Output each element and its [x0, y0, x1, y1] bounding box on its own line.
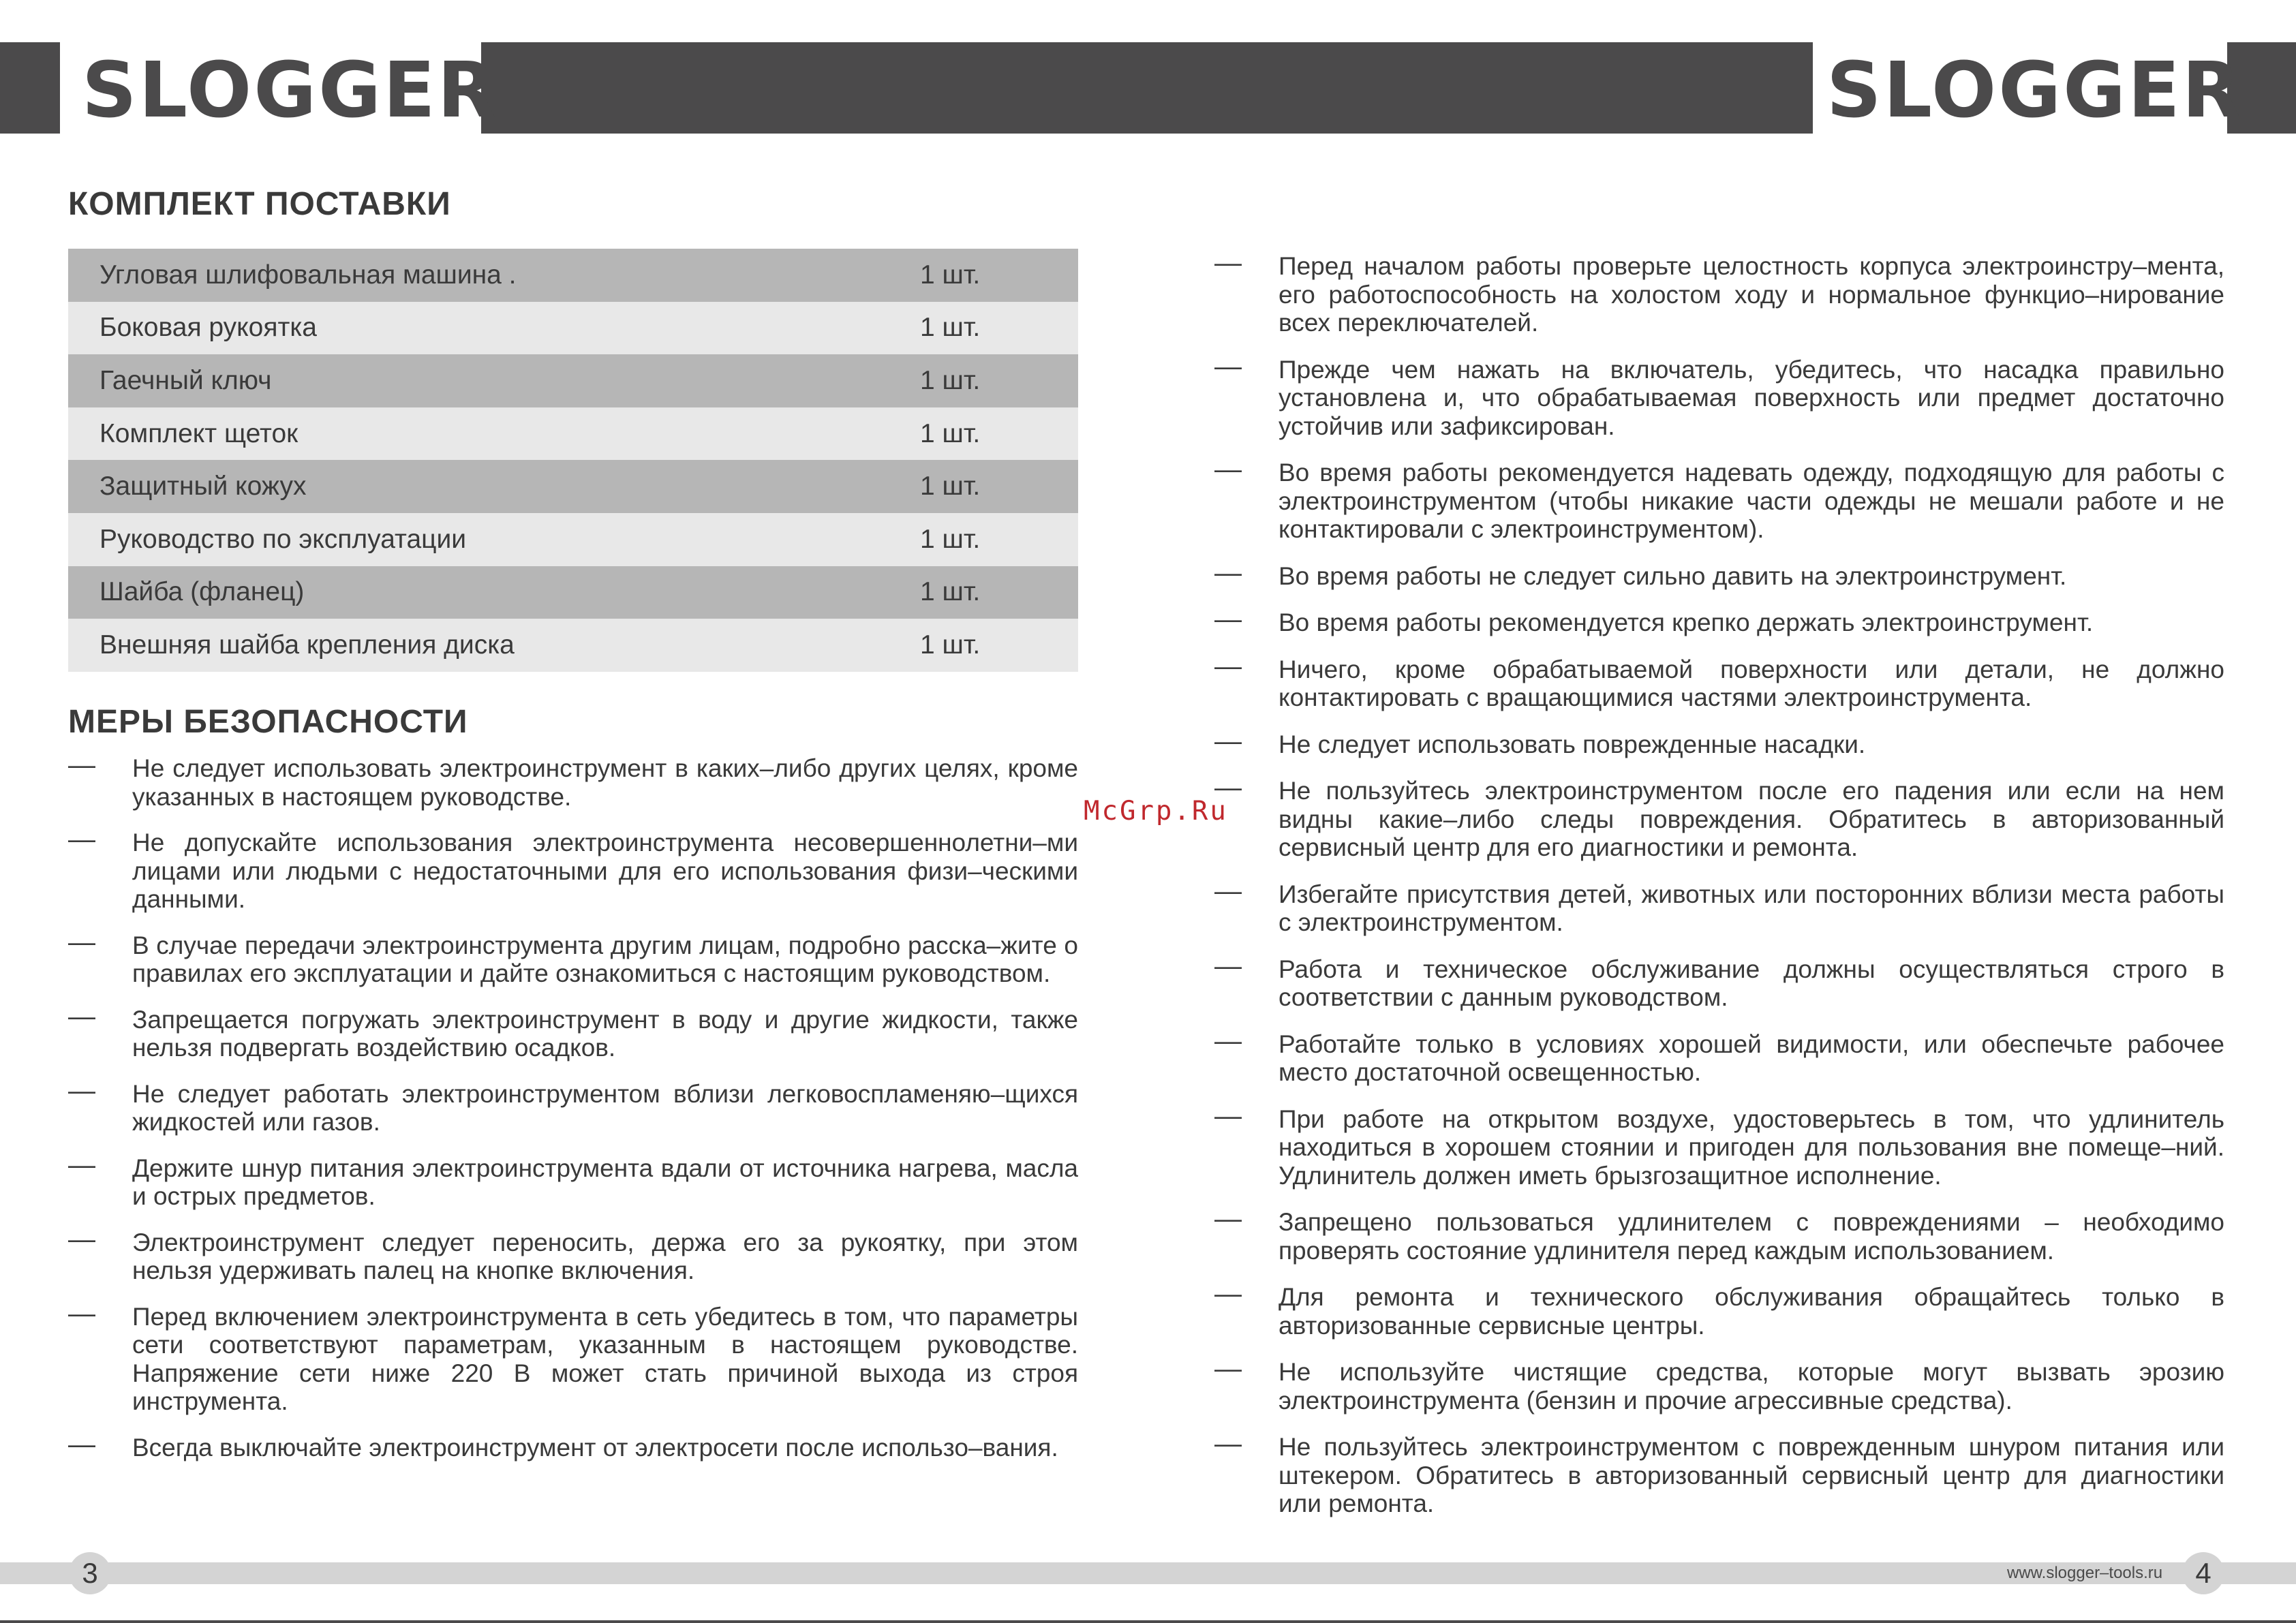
kit-item-name: Боковая рукоятка — [68, 302, 920, 355]
list-item — [68, 1224, 1078, 1285]
list-item — [1214, 1100, 2224, 1190]
safety-rule-text: Для ремонта и технического обслуживания обращайтесь только в авторизованные сервисные центры. — [1279, 1283, 2224, 1340]
safety-rule-text: Ничего, кроме обрабатываемой поверхности или детали, не должно контактировать с вращающимися частями электроинструмента. — [1279, 655, 2224, 711]
dash-marker: — — [1214, 726, 1242, 756]
safety-rule-text: Не следует использовать электроинструмент в каких–либо других целях, кроме указанных в настоящем руководстве. — [132, 754, 1078, 811]
logo-right: SLOGGER — [1826, 46, 2243, 135]
kit-title: КОМПЛЕКТ ПОСТАВКИ — [68, 186, 451, 222]
safety-rule-text: Не пользуйтесь электроинструментом с поврежденным шнуром питания или штекером. Обратитесь в авторизованный сервисный центр для диагностики или ремонта. — [1279, 1433, 2224, 1517]
safety-rule-text: Не допускайте использования электроинструмента несовершеннолетни–ми лицами или людьми с недостаточными для его использования физи–ческими данными. — [132, 829, 1078, 913]
list-item — [1214, 950, 2224, 1012]
dash-marker: — — [68, 824, 95, 854]
logo-left: SLOGGER — [82, 46, 498, 135]
dash-marker: — — [1214, 1100, 1242, 1131]
footer-bar — [0, 1562, 2296, 1584]
safety-rule-text: Не следует использовать поврежденные насадки. — [1279, 730, 1866, 758]
kit-item-qty: 1 шт. — [920, 513, 1078, 566]
safety-rule-text: Запрещается погружать электроинструмент в воду и другие жидкости, также нельзя подвергать воздействию осадков. — [132, 1005, 1078, 1062]
table-row — [68, 619, 1078, 672]
safety-rule-text: Прежде чем нажать на включатель, убедитесь, что насадка правильно установлена и, что обрабатываемая поверхность или предмет достаточно устойчив или зафиксирован. — [1279, 355, 2224, 440]
dash-marker: — — [1214, 1429, 1242, 1459]
kit-item-name: Угловая шлифовальная машина . — [68, 249, 920, 302]
safety-rule-text: Избегайте присутствия детей, животных или посторонних вблизи места работы с электроинструментом. — [1279, 880, 2224, 936]
safety-rule-text: Запрещено пользоваться удлинителем с повреждениями – необходимо проверять состояние удлинителя перед каждым использованием. — [1279, 1208, 2224, 1265]
dash-marker: — — [1214, 876, 1242, 906]
list-item — [1214, 1429, 2224, 1518]
list-item — [1214, 1354, 2224, 1415]
list-item — [68, 927, 1078, 988]
list-item — [1214, 876, 2224, 937]
list-item — [1214, 1025, 2224, 1087]
dash-marker: — — [1214, 248, 1242, 278]
dash-marker: — — [68, 1149, 95, 1180]
dash-marker: — — [1214, 454, 1242, 484]
table-row — [68, 407, 1078, 461]
kit-item-qty: 1 шт. — [920, 619, 1078, 672]
safety-rule-text: Во время работы не следует сильно давить на электроинструмент. — [1279, 561, 2067, 590]
safety-rule-text: Электроинструмент следует переносить, держа его за рукоятку, при этом нельзя удерживать палец на кнопке включения. — [132, 1228, 1078, 1284]
page-number-right: 4 — [2182, 1552, 2224, 1594]
kit-item-qty: 1 шт. — [920, 407, 1078, 461]
list-item — [1214, 773, 2224, 862]
list-item — [68, 1429, 1078, 1462]
kit-item-name: Гаечный ключ — [68, 354, 920, 407]
safety-rule-text: Перед включением электроинструмента в сеть убедитесь в том, что параметры сети соответствуют параметрам, указанным в настоящем руководстве. Напряжение сети ниже 220 В может стать причиной выхода из строя инструмента. — [132, 1302, 1078, 1415]
list-item — [1214, 248, 2224, 337]
dash-marker: — — [1214, 1025, 1242, 1056]
dash-marker: — — [1214, 604, 1242, 634]
list-item — [68, 824, 1078, 914]
safety-rule-text: Не следует работать электроинструментом вблизи легковоспламеняю–щихся жидкостей или газов. — [132, 1079, 1078, 1136]
dash-marker: — — [1214, 351, 1242, 382]
safety-list-left — [68, 750, 1078, 1462]
kit-item-name: Внешняя шайба крепления диска — [68, 619, 920, 672]
dash-marker: — — [1214, 1204, 1242, 1234]
list-item — [1214, 651, 2224, 712]
table-row — [68, 566, 1078, 619]
dash-marker: — — [68, 927, 95, 957]
safety-rule-text: Работайте только в условиях хорошей видимости, или обеспечьте рабочее место достаточной освещенностью. — [1279, 1030, 2224, 1086]
table-row — [68, 513, 1078, 566]
table-row — [68, 302, 1078, 355]
safety-rule-text: Не используйте чистящие средства, которые могут вызвать эрозию электроинструмента (бензин и прочие агрессивные средства). — [1279, 1358, 2224, 1415]
kit-item-name: Комплект щеток — [68, 407, 920, 461]
watermark-link[interactable]: McGrp.Ru — [1084, 796, 1228, 826]
website-link[interactable]: www.slogger–tools.ru — [2007, 1564, 2163, 1582]
kit-item-name: Шайба (фланец) — [68, 566, 920, 619]
kit-table — [68, 249, 1078, 672]
safety-rule-text: Не пользуйтесь электроинструментом после его падения или если на нем видны какие–либо следы повреждения. Обратитесь в авторизованный сервисный центр для его диагностики и ремонта. — [1279, 777, 2224, 861]
dash-marker: — — [68, 750, 95, 780]
dash-marker: — — [68, 1001, 95, 1032]
kit-item-qty: 1 шт. — [920, 354, 1078, 407]
table-row — [68, 249, 1078, 302]
safety-rule-text: Перед началом работы проверьте целостность корпуса электроинстру–мента, его работоспособность на холостом ходу и нормальное функцио–нирование всех переключателей. — [1279, 252, 2224, 337]
dash-marker: — — [1214, 950, 1242, 981]
dash-marker: — — [1214, 1354, 1242, 1384]
list-item — [1214, 351, 2224, 441]
list-item — [68, 1075, 1078, 1137]
list-item — [1214, 726, 2224, 759]
list-item — [68, 750, 1078, 811]
safety-rule-text: При работе на открытом воздухе, удостоверьтесь в том, что удлинитель находиться в хорошем стоянии и пригоден для пользования вне помеще–ний. Удлинитель должен иметь брызгозащитное исполнение. — [1279, 1104, 2224, 1190]
kit-item-name: Защитный кожух — [68, 460, 920, 513]
safety-rule-text: Держите шнур питания электроинструмента вдали от источника нагрева, масла и острых предметов. — [132, 1154, 1078, 1210]
list-item — [68, 1298, 1078, 1416]
dash-marker: — — [1214, 773, 1242, 803]
list-item — [68, 1001, 1078, 1062]
safety-rule-text: Во время работы рекомендуется надевать одежду, подходящую для работы с электроинструментом (чтобы никакие части одежды не мешали работе и не контактировали с электроинструментом). — [1279, 459, 2224, 543]
header-bar-center — [481, 42, 1813, 134]
list-item — [68, 1149, 1078, 1211]
list-item — [1214, 454, 2224, 544]
kit-item-qty: 1 шт. — [920, 566, 1078, 619]
dash-marker: — — [68, 1224, 95, 1254]
page-number-left: 3 — [69, 1552, 111, 1594]
list-item — [1214, 557, 2224, 591]
safety-rule-text: Работа и техническое обслуживание должны осуществляться строго в соответствии с данным руководством. — [1279, 955, 2224, 1011]
dash-marker: — — [68, 1075, 95, 1106]
header-bar-left-edge — [0, 42, 60, 134]
kit-item-name: Руководство по эксплуатации — [68, 513, 920, 566]
dash-marker: — — [68, 1298, 95, 1329]
list-item — [1214, 1279, 2224, 1340]
dash-marker: — — [1214, 651, 1242, 681]
kit-item-qty: 1 шт. — [920, 249, 1078, 302]
table-row — [68, 460, 1078, 513]
safety-list-right — [1214, 248, 2224, 1518]
kit-item-qty: 1 шт. — [920, 460, 1078, 513]
safety-rule-text: В случае передачи электроинструмента другим лицам, подробно расска–жите о правилах его эксплуатации и дайте ознакомиться с настоящим руководством. — [132, 931, 1078, 987]
dash-marker: — — [1214, 1279, 1242, 1309]
safety-rule-text: Во время работы рекомендуется крепко держать электроинструмент. — [1279, 608, 2094, 636]
safety-rule-text: Всегда выключайте электроинструмент от электросети после использо–вания. — [132, 1433, 1058, 1462]
kit-item-qty: 1 шт. — [920, 302, 1078, 355]
dash-marker: — — [68, 1429, 95, 1459]
bottom-divider — [0, 1620, 2296, 1623]
list-item — [1214, 1204, 2224, 1265]
safety-title: МЕРЫ БЕЗОПАСНОСТИ — [68, 704, 468, 740]
list-item — [1214, 604, 2224, 637]
dash-marker: — — [1214, 557, 1242, 588]
table-row — [68, 354, 1078, 407]
